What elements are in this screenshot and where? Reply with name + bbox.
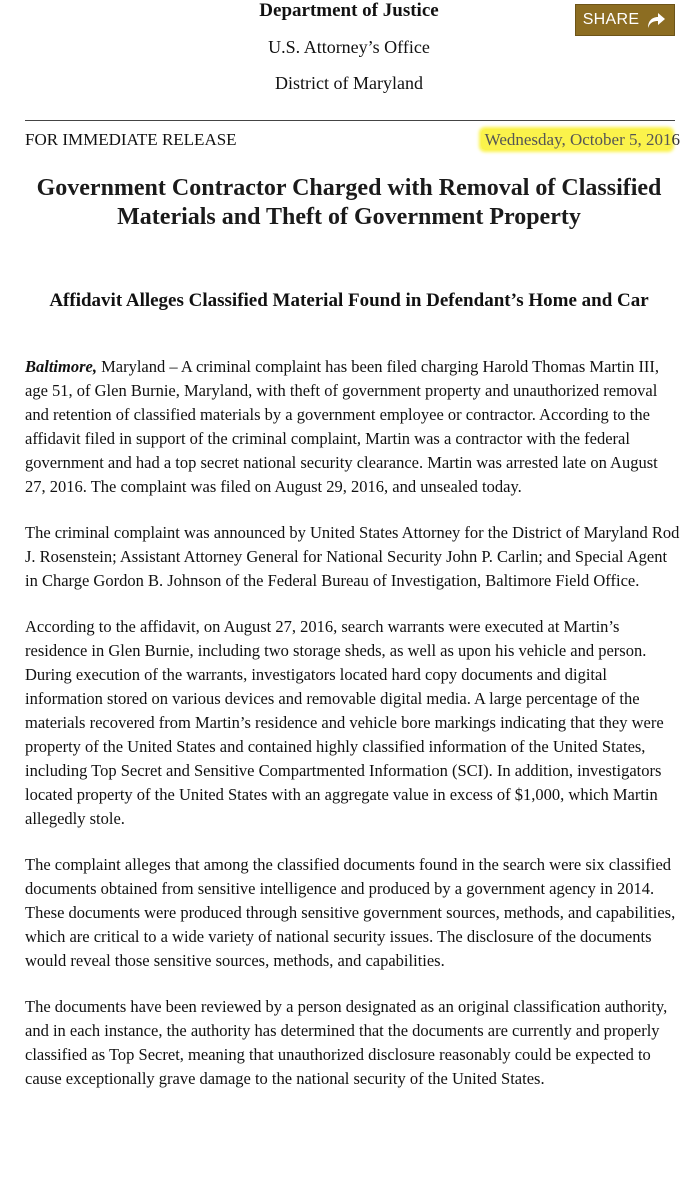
dateline-place: Baltimore, — [25, 357, 97, 376]
share-arrow-icon — [645, 9, 667, 31]
office-name: U.S. Attorney’s Office — [268, 37, 430, 57]
paragraph-1 — [25, 355, 680, 499]
release-date — [481, 128, 680, 152]
paragraph-3: According to the affidavit, on August 27, 2016, search warrants were executed at Martin’s residence in Glen Burnie, including two storage sheds, as well as upon his vehicle and person. During execution of the warrants, investigators located hard copy documents and digital information stored on various devices and removable digital media. A large percentage of the materials recovered from Martin’s residence and vehicle bore markings indicating that they were property of the United States and contained highly classified information of the United States, including Top Secret and Sensitive Compartmented Information (SCI). In addition, investigators located property of the United States with an aggregate value in excess of $1,000, which Martin allegedly stole. — [25, 617, 664, 828]
press-release-title: Government Contractor Charged with Removal of Classified Materials and Theft of Government Property — [36, 175, 662, 230]
paragraph-4: The complaint alleges that among the classified documents found in the search were six classified documents obtained from sensitive intelligence and produced by a government agency in 2014. These documents were produced through sensitive government sources, methods, and capabilities, which are critical to a wide variety of national security issues. The disclosure of the documents would reveal those sensitive sources, methods, and capabilities. — [25, 855, 676, 970]
header-divider — [25, 120, 675, 121]
release-date-highlighted: Wednesday, October 5, 201 — [481, 129, 672, 150]
release-label: FOR IMMEDIATE RELEASE — [25, 130, 237, 149]
share-button[interactable] — [575, 4, 675, 36]
share-label: SHARE — [582, 11, 640, 28]
press-release-subtitle: Affidavit Alleges Classified Material Found in Defendant’s Home and Car — [49, 290, 649, 311]
paragraph-1-text: Maryland – A criminal complaint has been filed charging Harold Thomas Martin III, age 51, of Glen Burnie, Maryland, with theft of government property and unauthorized removal and retention of classified materials by a government employee or contractor. According to the affidavit filed in support of the criminal complaint, Martin was a contractor with the federal government and had a top secret national security clearance. Martin was arrested late on August 27, 2016. The complaint was filed on August 29, 2016, and unsealed today. — [25, 357, 660, 496]
press-release-body — [25, 355, 680, 1113]
paragraph-5: The documents have been reviewed by a person designated as an original classification authority, and in each instance, the authority has determined that the documents are currently and properly classified as Top Secret, meaning that unauthorized disclosure reasonably could be expected to cause exceptionally grave damage to the national security of the United States. — [25, 997, 668, 1088]
release-row — [25, 128, 680, 154]
district-name: District of Maryland — [275, 73, 423, 93]
release-date-tail: 6 — [671, 130, 680, 149]
paragraph-2: The criminal complaint was announced by United States Attorney for the District of Maryland Rod J. Rosenstein; Assistant Attorney General for National Security John P. Carlin; and Special Agent in Charge Gordon B. Johnson of the Federal Bureau of Investigation, Baltimore Field Office. — [25, 523, 680, 590]
department-name: Department of Justice — [259, 0, 439, 21]
